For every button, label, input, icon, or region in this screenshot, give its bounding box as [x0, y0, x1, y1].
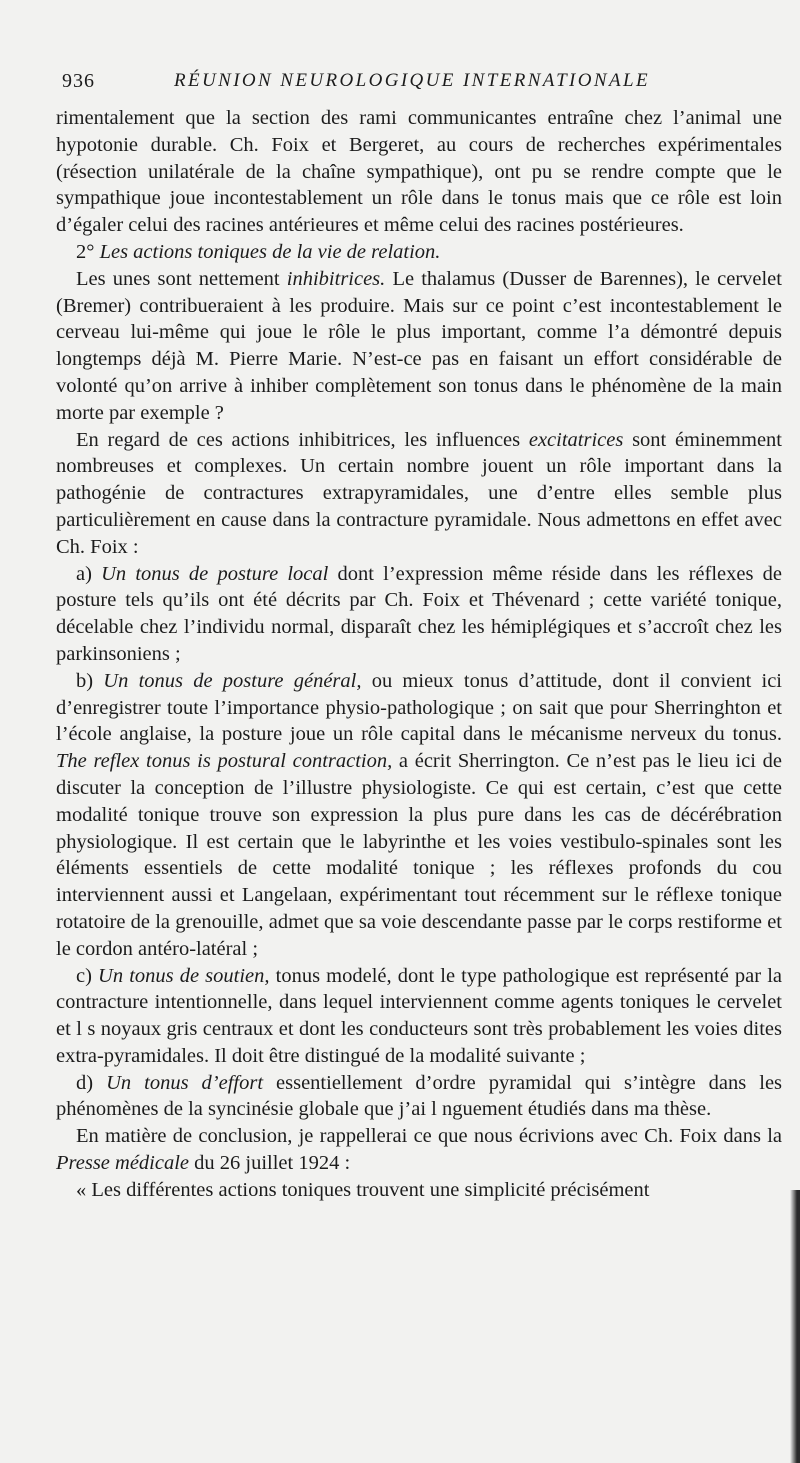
text-run: En regard de ces actions inhibitrices, les influences — [76, 428, 529, 451]
text-run: Le thalamus (Dusser de Barennes), le cervelet (Bremer) contribueraient à les produire. Mais sur ce point c’est incontestablement le cerveau lui-même qui joue le rôle le plus important, comme l’a démontré depuis longtemps déjà M. Pierre Marie. N’est-ce pas en faisant un effort considérable de volonté qu’on arrive à inhiber complètement son tonus dans le phénomène de la main morte par exemple ? — [56, 267, 782, 424]
paragraph — [56, 266, 782, 427]
text-run: a écrit Sherrington. Ce n’est pas le lieu ici de discuter la conception de l’illustre physiologiste. Ce qui est certain, c’est que cette modalité tonique trouve son expression la plus pure dans les cas de décérébration physiologique. Il est certain que le labyrinthe et les voies vestibulo-spinales sont les éléments essentiels de cette modalité tonique ; les réflexes profonds du cou interviennent aussi et Langelaan, expérimentant tout récemment sur le réflexe tonique rotatoire de la grenouille, admet que sa voie descendante passe par le corps restiforme et le cordon antéro-latéral ; — [56, 750, 782, 960]
paragraph — [56, 1070, 782, 1124]
text-run: c) — [76, 964, 99, 987]
running-header — [56, 70, 756, 100]
italic-run: Un tonus d’effort — [106, 1071, 264, 1094]
paragraph — [56, 105, 782, 239]
italic-run: inhibitrices. — [286, 267, 386, 290]
text-run: b) — [76, 669, 104, 692]
text-run: ou mieux tonus d’attitude, dont il convient ici d’enregistrer toute l’importance physio-pathologique ; on sait que pour Sherringhton et l’école anglaise, la posture joue un rôle capital dans le mécanisme nerveux du tonus. — [56, 669, 782, 746]
text-run: d) — [76, 1071, 107, 1094]
text-run: rimentalement que la section des rami communicantes entraîne chez l’animal une hypotonie durable. Ch. Foix et Bergeret, au cours de recherches expérimentales (résection unilatérale de la chaîne sympathique), ont pu se rendre compte que le sympathique joue incontestablement un rôle dans le tonus mais que ce rôle est loin d’égaler celui des racines antérieures et même celui des racines postérieures. — [56, 107, 782, 237]
text-run: « Les différentes actions toniques trouvent une simplicité précisément — [76, 1178, 650, 1201]
paragraph — [56, 1177, 782, 1204]
text-run: En matière de conclusion, je rappellerai ce que nous écrivions avec Ch. Foix dans la — [76, 1125, 782, 1148]
italic-run: The reflex tonus is postural contraction, — [56, 750, 393, 773]
paragraph — [56, 239, 782, 266]
italic-run: Un tonus de posture général, — [103, 669, 362, 692]
page-edge-shadow — [790, 1190, 800, 1463]
paragraph — [56, 1123, 782, 1177]
paragraph — [56, 668, 782, 963]
text-run: Les unes sont nettement — [76, 267, 287, 290]
text-run: dont l’expression même réside dans les réflexes de posture tels qu’ils ont été décrits par Ch. Foix et Thévenard ; cette variété tonique, décelable chez l’individu normal, disparaît chez les hémiplégiques et s’accroît chez les parkinsoniens ; — [56, 562, 782, 665]
italic-run: excitatrices — [528, 428, 624, 451]
italic-run: Un tonus de posture local — [101, 562, 329, 585]
italic-run: Presse médicale — [56, 1152, 190, 1175]
page-number: 936 — [62, 70, 95, 92]
paragraph — [56, 963, 782, 1070]
text-run: sont éminemment nombreuses et complexes. Un certain nombre jouent un rôle important dans la pathogénie de contractures extrapyramidales, une d’entre elles semble plus particulièrement en cause dans la contracture pyramidale. Nous admettons en effet avec Ch. Foix : — [56, 428, 782, 558]
italic-run: Un tonus de soutien, — [98, 964, 270, 987]
running-title: RÉUNION NEUROLOGIQUE INTERNATIONALE — [174, 70, 650, 91]
text-run: du 26 juillet 1924 : — [189, 1152, 351, 1175]
body-text — [56, 105, 782, 1204]
paragraph — [56, 427, 782, 561]
text-run: tonus modelé, dont le type pathologique est représenté par la contracture intentionnelle, dans lequel interviennent comme agents toniques le cervelet et l s noyaux gris centraux et dont les conducteurs sont très probablement les voies dites extra-pyramidales. Il doit être distingué de la modalité suivante ; — [56, 964, 782, 1067]
text-run: 2° — [76, 240, 100, 263]
paragraph — [56, 561, 782, 668]
text-run: essentiellement d’ordre pyramidal qui s’intègre dans les phénomènes de la syncinésie globale que j’ai l nguement étudiés dans ma thèse. — [56, 1071, 783, 1121]
italic-run: Les actions toniques de la vie de relation. — [99, 240, 441, 263]
text-run: a) — [76, 562, 102, 585]
